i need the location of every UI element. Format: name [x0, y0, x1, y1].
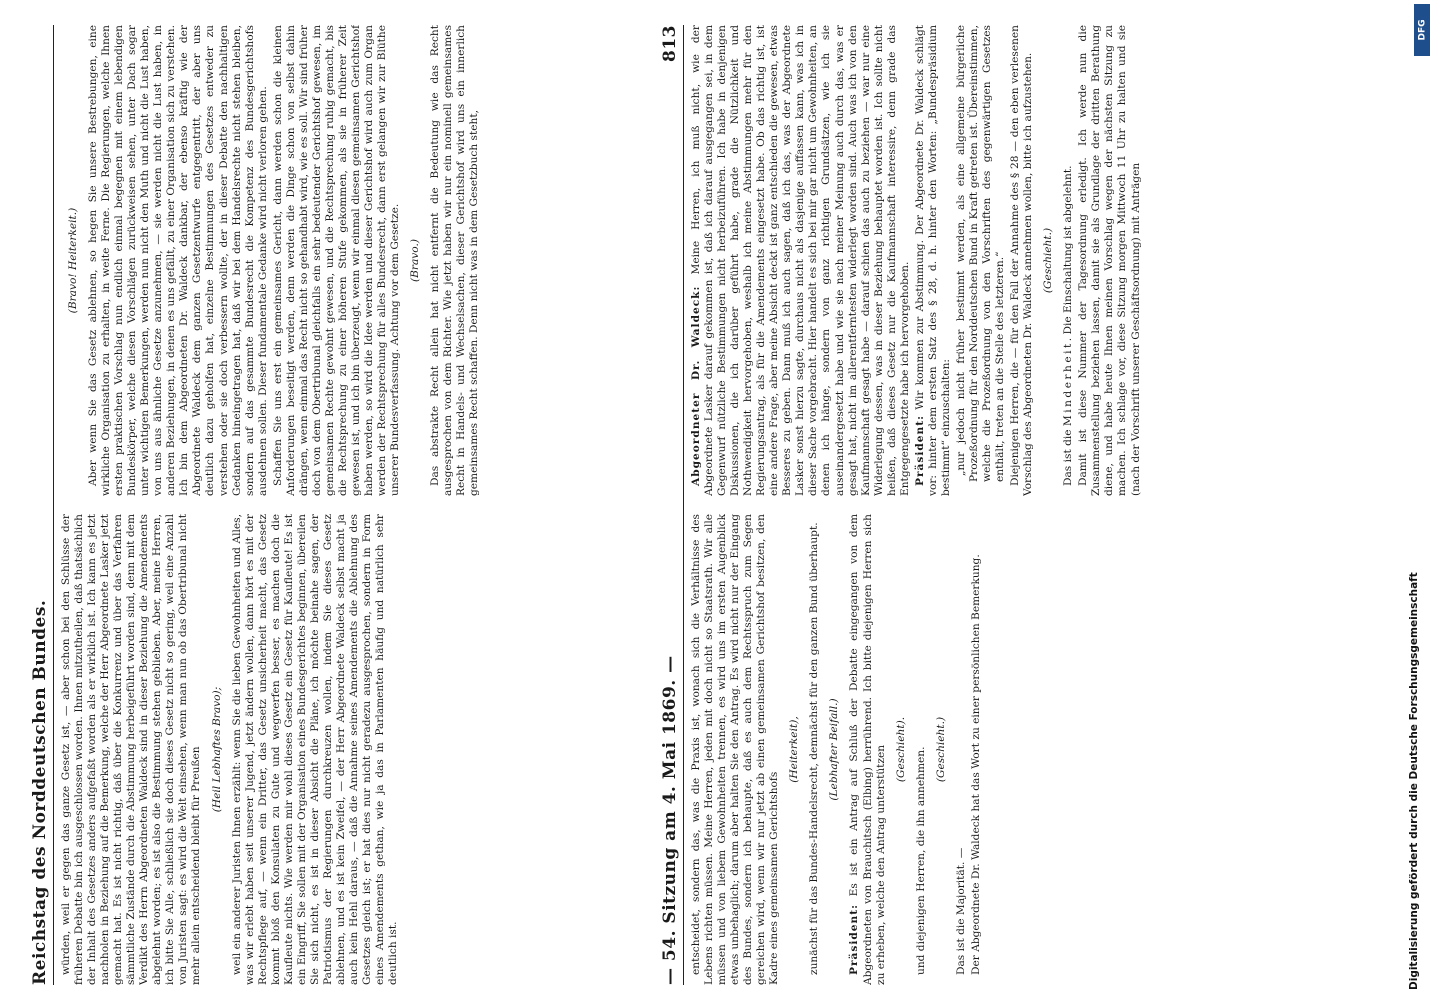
- paragraph: weil ein anderer Juristen Ihnen erzählt: wenn Sie die lieben Gewohnheiten und Alles, was wir erlebt haben seit unserer Jugend, jetzt ändern wollen, dann hört es mit der Rechtspflege auf, — wenn ein Dritter, das Gesetz unsicherheit macht, das Gesetz kommt bloß den Konsulaten zu Gute und wegwerfen besser, es machen doch die Kaufleute nichts. Wie werden mir wohl dieses Gesetz ein Gesetz für Kaufleute! Es ist ein Eingriff, Sie sollen mit der Organisation eines Bundesgerichtes beginnen, übereilen Sie sich nicht, es ist in dieser Absicht die Pläne, ich möchte beinahe sagen, der Patriotismus der Regierungen durchkreuzen wollen, indem Sie dieses Gesetz ablehnen, und es ist kein Zweifel, — der Herr Abgeordnete Waldeck selbst macht ja auch kein Hehl daraus, — daß die Annahme seines Amendements die Ablehnung des Gesetzes gleich ist; er hat dies nur nicht geradezu ausgesprochen, sondern in Form eines Amendements gethan, wie ja das in Parlamenten häufig und natürlich sehr deutlich ist.: [230, 514, 400, 985]
- right-page-column-1: [690, 514, 1370, 985]
- paragraph: Das abstrakte Recht allein hat nicht entfernt die Bedeutung wie das Recht ausgesprochen von dem Richter. Wie jetzt haben wir nur ein nominell gemeinsames Recht in Handels- und Wechselsachen, dieser Gerichtshof wird uns ein innerlich gemeinsames Recht schaffen. Denn nicht was in dem Gesetzbuch steht,: [429, 25, 481, 496]
- interjection: (Heil Lebhaftes Bravo);: [210, 686, 223, 813]
- running-head-title: Reichstag des Norddeutschen Bundes.: [30, 599, 50, 985]
- paragraph: Aber wenn Sie das Gesetz ablehnen, so hegen Sie unsere Bestrebungen, eine wirkliche Organisation zu erhalten, in weite Ferne. Die Regierungen, welche Ihnen ersten praktischen Vorschlag nun endlich einmal begegnen mit einem lebendigen Bundeskörper, welche diesen Vorschlägen zurückweisen sehen, unter Dach sogar unter wichtigen Bemerkungen, werden nun nicht den Muth und nicht die Lust haben, von uns aus ähnliche Gesetze anzunehmen, — sie werden nicht die Lust haben, in anderen Beziehungen, in denen es uns gefällt, zu einer Organisation sich zu verstehen. Ich bin dem Abgeordneten Dr. Waldeck dankbar, der ebenso kräftig wie der Abgeordnete Waldeck dem ganzen Gesetzentwurfe entgegentritt, der aber uns deutlich dazu geholfen hat, einzelne Bestimmungen des Gesetzes entweder zu verstehen oder sie doch verbessern wollte, der in dieser Debatte den nachhaltigen Gedanken hineingetragen hat, daß wir bei dem Handelsrechte nicht stehen bleiben, sondern auf das gesammte Bundesrecht die Kompetenz des Bundesgerichtshofs ausdehnen sollen. Dieser fundamentale Gedanke wird nicht verloren gehen.: [87, 25, 269, 496]
- left-page-column-2: [60, 25, 660, 496]
- interjection: (Heiterkeit),: [788, 716, 801, 783]
- paragraph: Das ist die Minderheit. Die Einschaltung ist abgelehnt.: [1062, 165, 1075, 486]
- left-page: [30, 25, 680, 985]
- paragraph: würden, weil er gegen das ganze Gesetz ist, — aber schon bei den Schlüsse der früheren Debatte bin ich ausgeschlossen worden. Ihnen mitzutheilen, daß thatsächlich der Inhalt des Gesetzes anders aufgefaßt worden als er wirklich ist. Ich kann es jetzt nachholen in Beziehung auf die Bemerkung, welche der Herr Abgeordnete Lasker jetzt gemacht hat. Es ist nicht richtig, daß über die Konkurrenz und über das Verfahren sämmtliche Zustände durch die Abstimmung herbeigeführt worden sind, denn mit dem Verdikt des Herrn Abgeordneten Waldeck sind in dieser Beziehung die Amendements abgelehnt worden; es ist also die Bestimmung stehen geblieben. Aber, meine Herren, ich bitte Sie Alle, schließlich sie doch dieses Gesetz nicht so gering, weil eine Anzahl von Juristen sagt: es wird die Welt einsehen, wenn man nun ob das Obertribunal nicht mehr allein entscheidend bleibt für Preußen: [60, 514, 203, 985]
- interjection: (Bravo.): [409, 239, 422, 282]
- paragraph: und diejenigen Herren, die ihn annehmen.: [914, 746, 927, 975]
- paragraph: Damit ist diese Nummer der Tagesordnung erledigt. Ich werde nun die Zusammenstellung beziehen lassen, damit sie als Grundlage der dritten Berathung diene, und habe heute Ihnen meinen Vorschlag wegen der nächsten Sitzung zu machen. Ich schlage vor, diese Sitzung morgen Mittwoch 11 Uhr zu halten und sie (nach der Vorschrift unserer Geschäftsordnung) mit Anträgen: [1077, 25, 1142, 496]
- speaker-label: Abgeordneter Dr. Waldeck:: [690, 285, 702, 486]
- dfg-logo-text: DFG: [1417, 19, 1428, 41]
- dfg-logo: [1414, 4, 1430, 56]
- paragraph: Abgeordneter Dr. Waldeck: Meine Herren, ich muß nicht, wie der Abgeordnete Lasker darauf gekommen ist, daß ich darauf ausgegangen sei, in dem Gegenwurf nützliche Bestimmungen nicht herbeizuführen. Ich habe in denjenigen Diskussionen, die ich darüber geführt habe, grade die Nützlichkeit und Nothwendigkeit hervorgehoben, weshalb ich meine Abstimmungen mehr für den Regierungsantrag, als für die Amendements eingesetzt habe. Ob das richtig ist, ist eine andere Frage, aber meine Absicht deckt ist ganz entschieden die gewesen, etwas Besseres zu geben. Dann muß ich auch sagen, daß ich das, was der Abgeordnete Lasker sonst hierzu sagte, durchaus nicht als dasjenige auffassen kann, was ich in dieser Sache vorgebracht. Hier handelt es sich bei mir gar nicht um Gewohnheiten, an denen ich hänge, sondern von ganz richtigen Grundsätzen, wie ich sie auseinandergesetzt habe und wie sie nach meiner Meinung auch durch das, was er gesagt hat, nicht im allerentferntesten widerlegt worden sind. Auch was ich von den Kaufmannschaft gesagt habe — darauf schien das auch zu beziehen — war nur eine Widerlegung dessen, was in dieser Beziehung behauptet worden ist. Ich sollte nicht heißen, daß dieses Gesetz nur die Kaufmannschaft interessire, denn grade das Entgegengesetzte habe ich hervorgehoben.: [690, 25, 911, 496]
- quoted-amendment: „nur jedoch nicht früher bestimmt werden, als eine allgemeine bürgerliche Prozeßordnung für den Norddeutschen Bund in Kraft getreten ist. Übereinstimmen, welche die Prozeßordnung von den Vorschriften des gegenwärtigen Gesetzes enthält, treten an die Stelle des letzteren.“: [954, 25, 1007, 482]
- paragraph: zunächst für das Bundes-Handelsrecht, demnächst für den ganzen Bund überhaupt.: [808, 522, 821, 975]
- interjection: (Geschieht).: [894, 716, 907, 783]
- paragraph: Diejenigen Herren, die — für den Fall der Annahme des § 28 — den eben verlesenen Vorschlag des Abgeordneten Dr. Waldeck annehmen wollen, bitte ich aufzustehen.: [1009, 25, 1035, 496]
- running-head-right: [660, 25, 684, 985]
- interjection: (Geschieht.): [934, 716, 947, 783]
- paragraph: Schaffen Sie uns erst ein gemeinsames Gericht, dann werden schon die kleinen Anforderungen beseitigt werden, denn werden die Dinge schon von selbst dahin drängen, wenn einmal das Recht nicht so gehandhabt wird, wie es soll. Wir sind früher doch von dem Obertribunal gleichfalls ein sehr bedeutender Gerichtshof gewesen, im gemeinsamen Rechte gewohnt gewesen, und die Rechtsprechung ruhig gemacht, bis die Rechtsprechung zu einer höheren Stufe gekommen, als sie in früherer Zeit gewesen ist, und ich bin überzeugt, wenn wir einmal diesen gemeinsamen Gerichtshof haben werden, so wird die Idee werden und dieser Gerichtshof wird auch zum Organ werden der Rechtsprechung für alles Bundesrecht, dann erst gelangen wir zur Blüthe unserer Bundesverfassung. Achtung vor dem Gesetze.: [271, 25, 402, 496]
- interjection: (Lebhafter Beifall.): [828, 698, 841, 801]
- speaker-label: Präsident:: [848, 903, 861, 975]
- left-page-column-1: [60, 514, 660, 985]
- paragraph: Präsident: Wir kommen zur Abstimmung. Der Abgeordnete Dr. Waldeck schlägt vor: hinter dem ersten Satz des § 28, d. h. hinter den Worten: „Bundespräsidium bestimmt“ einzuschalten:: [913, 25, 952, 496]
- right-page-column-2: [690, 25, 1370, 496]
- session-heading: — 54. Sitzung am 4. Mai 1869. —: [660, 655, 680, 985]
- paragraph: Der Abgeordnete Dr. Waldeck hat das Wort zu einer persönlichen Bemerkung.: [969, 554, 982, 975]
- page-number: 813: [660, 25, 680, 62]
- digitization-credit: Digitalisierung gefördert durch die Deutsche Forschungsgemeinschaft: [1408, 572, 1420, 990]
- right-page: [660, 25, 1390, 985]
- interjection: (Bravo! Heiterkeit.): [67, 207, 79, 314]
- paragraph: Präsident: Es ist ein Antrag auf Schluß der Debatte eingegangen von dem Abgeordneten von Brauchitsch (Elbing) herrührend. Ich bitte diejenigen Herren sich zu erheben, welche den Antrag unterstützen: [848, 514, 887, 985]
- paragraph: entscheidet, sondern das, was die Praxis ist, wonach sich die Verhältnisse des Lebens richten müssen. Meine Herren, jeden mit doch nicht so Staatsrath. Wir alle müssen und von liebem Gewohnheiten trennen, es wird uns im ersten Augenblick etwas unbehaglich; darum aber halten Sie den Antrag. Es wird nicht nur der Eingang des Bundes, sondern ich behaupte, daß es auch dem Rechtsspruch zum Segen gereichen wird, wenn wir nur jetzt ab einen gemeinsamen Gerichtshof besitzen, den Kadre eines gemeinsamen Gerichtshofs: [690, 514, 781, 985]
- speaker-label: Präsident:: [913, 414, 926, 486]
- emphasis: Minderheit: [1062, 341, 1075, 427]
- interjection: (Geschieht.): [1042, 227, 1055, 294]
- paragraph: Das ist die Majorität. —: [954, 847, 967, 975]
- running-head-left: [30, 25, 54, 985]
